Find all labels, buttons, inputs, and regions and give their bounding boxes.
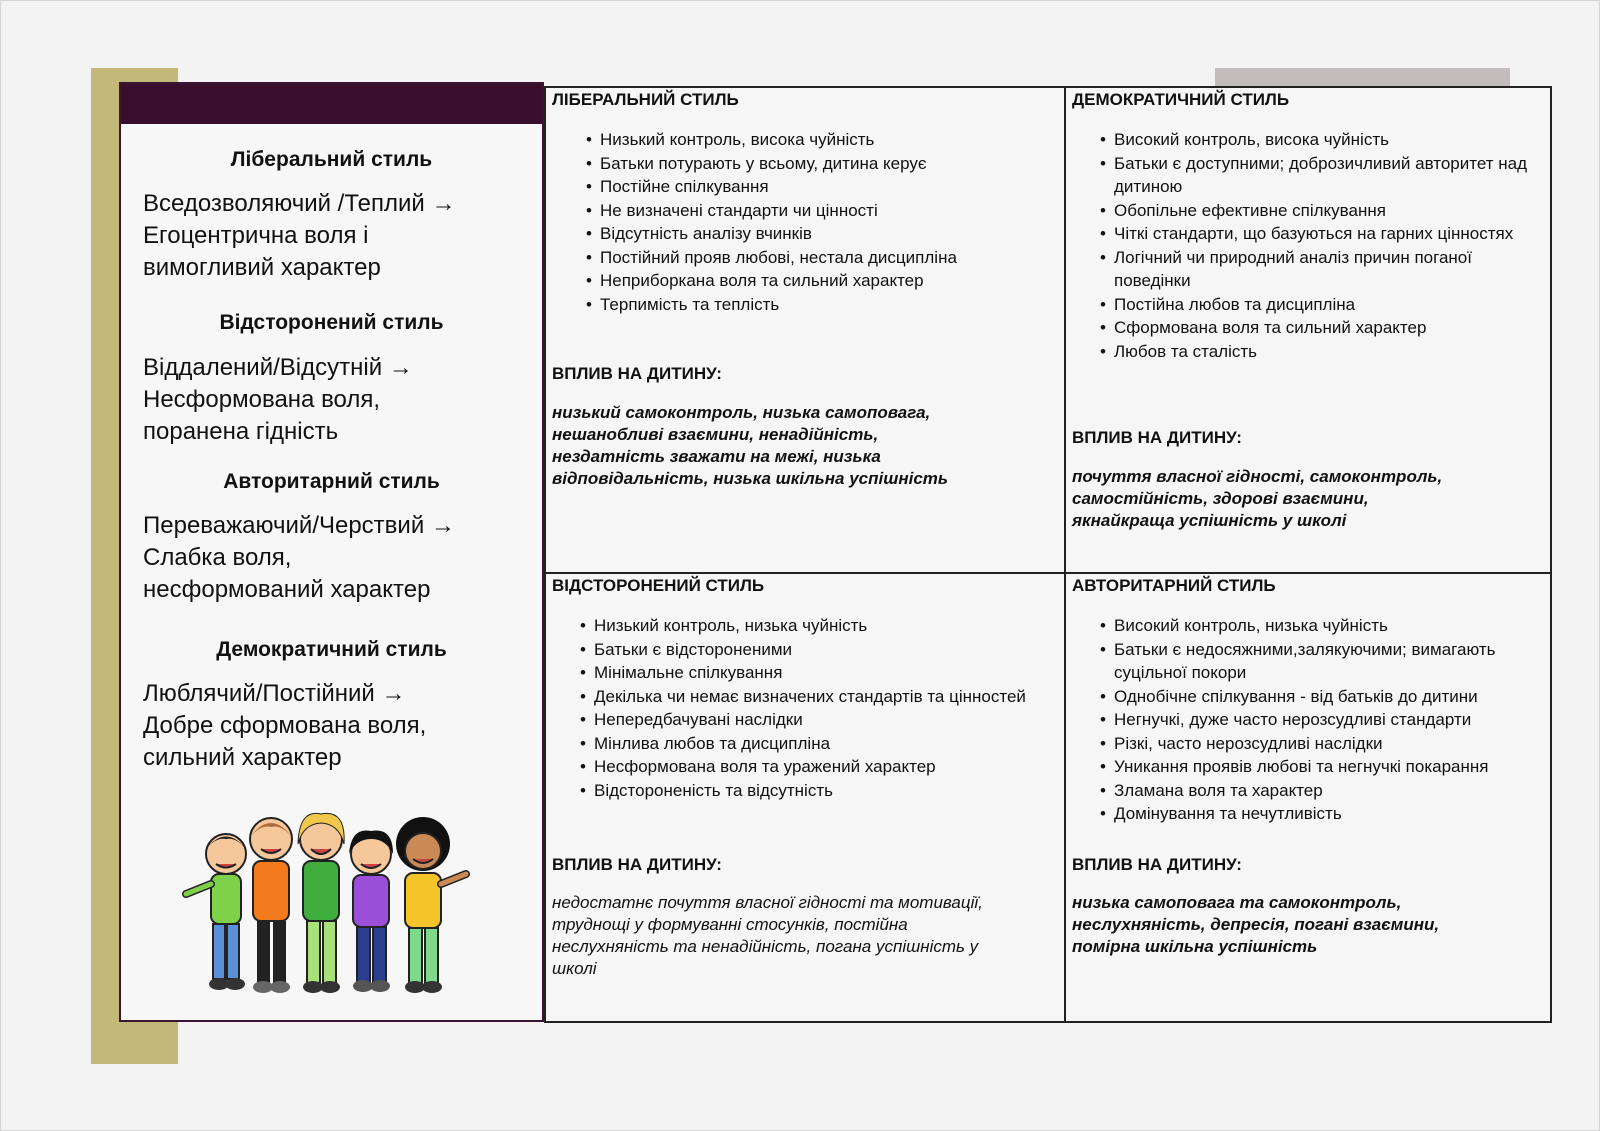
impact-text — [1072, 892, 1439, 958]
list-item: • Логічний чи природний аналіз причин поганої поведінки — [1100, 246, 1546, 293]
impact-line: нездатність зважати на межі, низька — [552, 447, 881, 466]
cell-democratic — [1066, 88, 1552, 572]
list-item: • Обопільне ефективне спілкування — [1100, 199, 1546, 223]
group-of-children-illustration-icon — [181, 809, 481, 1009]
traits-list — [1072, 614, 1546, 826]
impact-line: недостатнє почуття власної гідності та мотивації, — [552, 893, 983, 912]
list-item: • Мінлива любов та дисципліна — [580, 732, 1058, 756]
cell-title: ЛІБЕРАЛЬНИЙ СТИЛЬ — [552, 90, 739, 109]
cell-title: ДЕМОКРАТИЧНИЙ СТИЛЬ — [1072, 90, 1290, 109]
impact-text — [552, 892, 983, 980]
list-item: • Постійна любов та дисципліна — [1100, 293, 1546, 317]
list-item: • Високий контроль, низька чуйність — [1100, 614, 1546, 638]
impact-line: неслухняність, депресія, погані взаємини, — [1072, 915, 1440, 934]
desc-line: Егоцентрична воля і — [143, 222, 369, 249]
left-summary-panel — [119, 82, 544, 1022]
desc-line: Добре сформована воля, — [143, 712, 427, 739]
list-item: • Постійний прояв любові, нестала дисципліна — [586, 246, 1058, 270]
list-item: • Чіткі стандарти, що базуються на гарних цінностях — [1100, 222, 1546, 246]
desc-line: Вседозволяючий /Теплий → — [143, 190, 456, 217]
child-figure-icon — [349, 830, 393, 992]
style-heading-detached: Відсторонений стиль — [219, 311, 444, 334]
impact-line: труднощі у формуванні стосунків, постійна — [552, 915, 908, 934]
desc-line: Переважаючий/Черствий → — [143, 512, 455, 539]
list-item: • Різкі, часто нерозсудливі наслідки — [1100, 732, 1546, 756]
impact-title: ВПЛИВ НА ДИТИНУ: — [1072, 428, 1242, 447]
cell-detached — [546, 574, 1064, 1023]
cell-liberal — [546, 88, 1064, 572]
cell-authoritarian — [1066, 574, 1552, 1023]
list-item: • Негнучкі, дуже часто нерозсудливі стандарти — [1100, 708, 1546, 732]
style-description-democratic — [143, 678, 523, 774]
child-figure-icon — [298, 813, 344, 993]
style-description-authoritarian — [143, 510, 523, 606]
traits-list — [1072, 128, 1546, 363]
list-item: • Домінування та нечутливість — [1100, 802, 1546, 826]
list-item: • Любов та сталість — [1100, 340, 1546, 364]
impact-line: помірна шкільна успішність — [1072, 937, 1318, 956]
list-item: • Низький контроль, висока чуйність — [586, 128, 1058, 152]
left-panel-header-band — [121, 84, 542, 124]
cell-title: ВІДСТОРОНЕНИЙ СТИЛЬ — [552, 576, 765, 595]
list-item: • Несформована воля та уражений характер — [580, 755, 1058, 779]
impact-line: якнайкраща успішність у школі — [1072, 511, 1347, 530]
style-heading-democratic: Демократичний стиль — [216, 638, 447, 661]
list-item: • Уникання проявів любові та негнучкі покарання — [1100, 755, 1546, 779]
list-item: • Батьки потурають у всьому, дитина керує — [586, 152, 1058, 176]
impact-line: школі — [552, 959, 597, 978]
list-item: • Зламана воля та характер — [1100, 779, 1546, 803]
desc-line: сильний характер — [143, 744, 342, 771]
desc-line: Слабка воля, — [143, 544, 292, 571]
cell-title: АВТОРИТАРНИЙ СТИЛЬ — [1072, 576, 1276, 595]
list-item: • Неприборкана воля та сильний характер — [586, 269, 1058, 293]
impact-line: низька самоповага та самоконтроль, — [1072, 893, 1402, 912]
list-item: • Сформована воля та сильний характер — [1100, 316, 1546, 340]
list-item: • Батьки є недосяжними,залякуючими; вимагають суцільної покори — [1100, 638, 1546, 685]
desc-line: Люблячий/Постійний → — [143, 680, 406, 707]
list-item: • Батьки є відстороненими — [580, 638, 1058, 662]
desc-line: Віддалений/Відсутній → — [143, 354, 413, 381]
impact-line: низький самоконтроль, низька самоповага, — [552, 403, 931, 422]
list-item: • Мінімальне спілкування — [580, 661, 1058, 685]
list-item: • Високий контроль, висока чуйність — [1100, 128, 1546, 152]
impact-line: відповідальність, низька шкільна успішність — [552, 469, 948, 488]
list-item: • Відстороненість та відсутність — [580, 779, 1058, 803]
impact-text — [552, 402, 948, 490]
list-item: • Терпимість та теплість — [586, 293, 1058, 317]
list-item: • Непередбачувані наслідки — [580, 708, 1058, 732]
traits-list — [552, 614, 1058, 802]
style-description-detached — [143, 352, 523, 448]
desc-line: несформований характер — [143, 576, 431, 603]
impact-title: ВПЛИВ НА ДИТИНУ: — [552, 855, 722, 874]
traits-list — [552, 128, 1058, 316]
impact-title: ВПЛИВ НА ДИТИНУ: — [552, 364, 722, 383]
style-description-liberal — [143, 188, 523, 284]
parenting-styles-grid — [544, 86, 1552, 1023]
impact-line: почуття власної гідності, самоконтроль, — [1072, 467, 1443, 486]
impact-text — [1072, 466, 1442, 532]
list-item: • Низький контроль, низька чуйність — [580, 614, 1058, 638]
desc-line: поранена гідність — [143, 418, 339, 445]
list-item: • Відсутність аналізу вчинків — [586, 222, 1058, 246]
child-figure-icon — [186, 834, 246, 990]
list-item: • Не визначені стандарти чи цінності — [586, 199, 1058, 223]
desc-line: вимогливий характер — [143, 254, 381, 281]
child-figure-icon — [250, 818, 292, 993]
child-figure-icon — [396, 817, 466, 993]
impact-line: неслухняність та ненадійність, погана успішність у — [552, 937, 979, 956]
desc-line: Несформована воля, — [143, 386, 381, 413]
style-heading-liberal: Ліберальний стиль — [230, 148, 433, 171]
list-item: • Декілька чи немає визначених стандартів та цінностей — [580, 685, 1058, 709]
list-item: • Батьки є доступними; доброзичливий авторитет над дитиною — [1100, 152, 1546, 199]
impact-line: нешанобливі взаємини, ненадійність, — [552, 425, 879, 444]
impact-line: самостійність, здорові взаємини, — [1072, 489, 1369, 508]
impact-title: ВПЛИВ НА ДИТИНУ: — [1072, 855, 1242, 874]
style-heading-authoritarian: Авторитарний стиль — [223, 470, 440, 493]
list-item: • Однобічне спілкування - від батьків до дитини — [1100, 685, 1546, 709]
list-item: • Постійне спілкування — [586, 175, 1058, 199]
